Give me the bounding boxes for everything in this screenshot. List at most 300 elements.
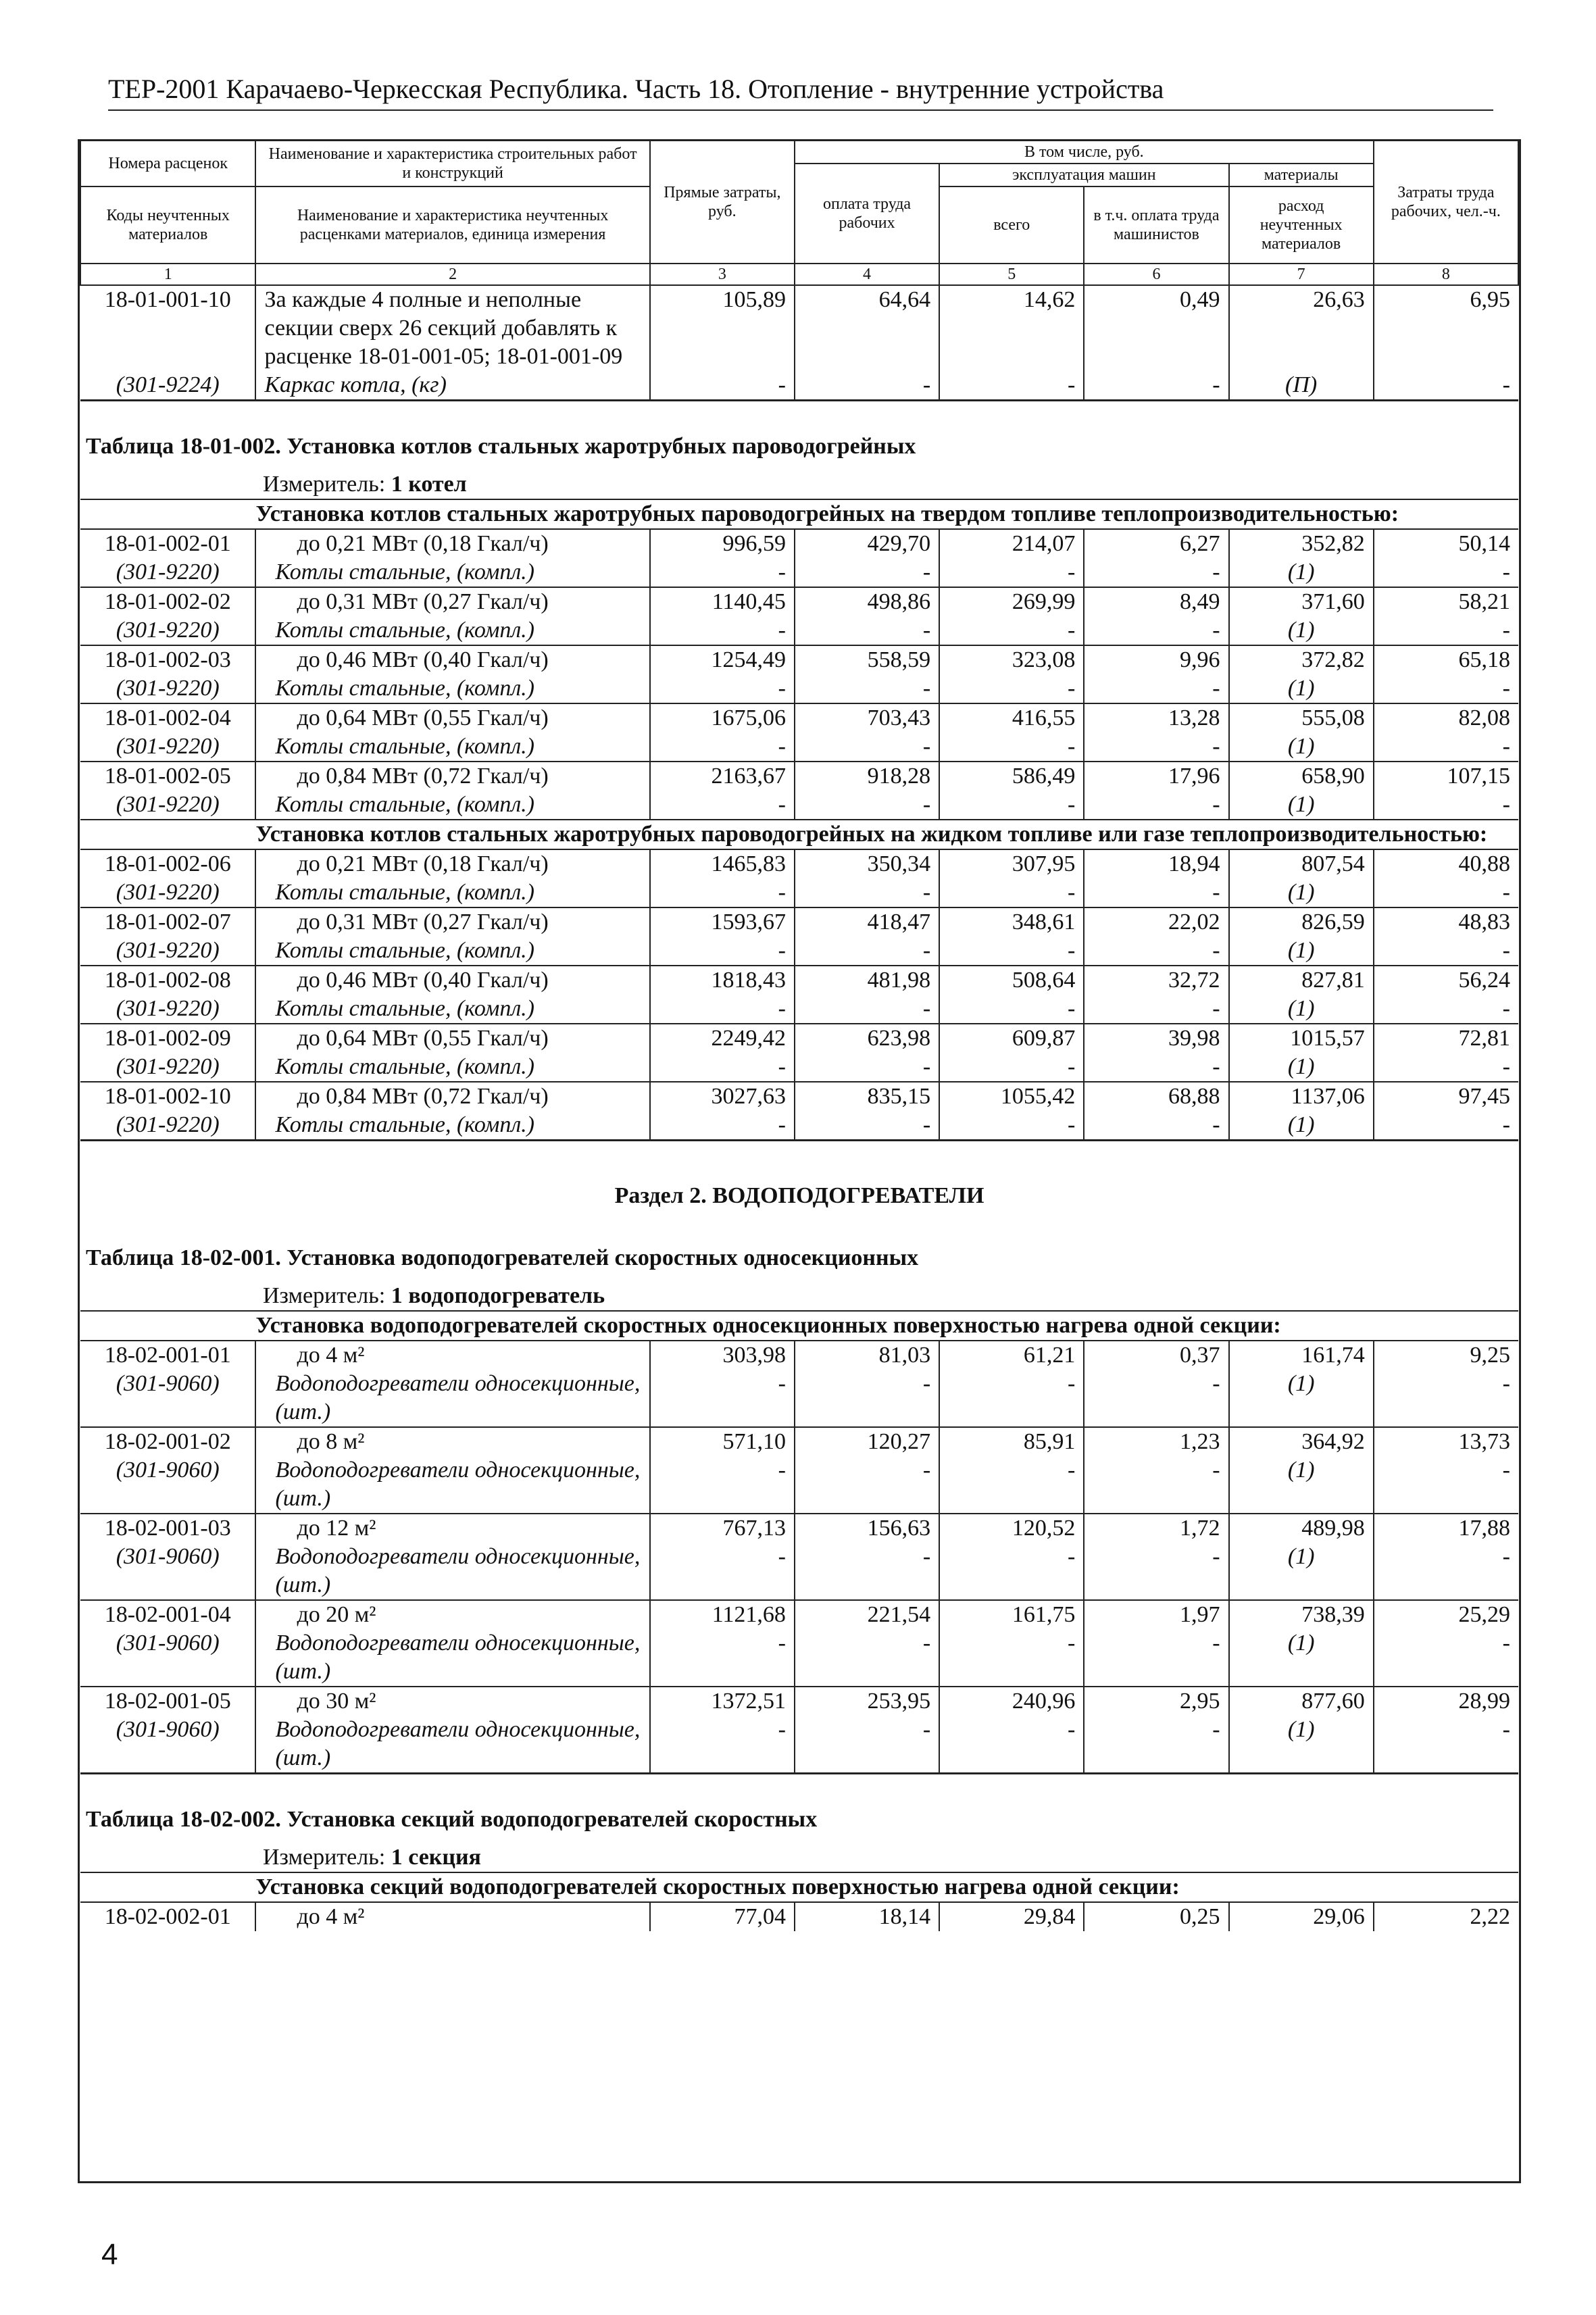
table-row: [80, 1902, 1518, 1931]
value-hours: 65,18: [1374, 645, 1518, 674]
material-code: (301-9220): [80, 995, 255, 1024]
material-name: Каркас котла, (кг): [255, 371, 649, 401]
material-value: -: [939, 1456, 1084, 1514]
material-value: -: [1084, 616, 1228, 645]
material-code: (301-9220): [80, 791, 255, 820]
material-row: [80, 732, 1518, 762]
rate-code: 18-02-001-02: [80, 1427, 255, 1456]
header-col1-top: Номера расценок: [80, 141, 255, 186]
value-labor: 918,28: [795, 762, 939, 791]
material-value: -: [795, 1111, 939, 1141]
material-code: (301-9060): [80, 1370, 255, 1427]
material-name: Котлы стальные, (компл.): [255, 1053, 649, 1082]
rows-solid-fuel: [80, 529, 1518, 820]
rate-code: 18-01-002-04: [80, 703, 255, 732]
value-labor: 703,43: [795, 703, 939, 732]
value-materials: 877,60: [1229, 1687, 1374, 1716]
value-labor: 81,03: [795, 1341, 939, 1370]
value-materials: 807,54: [1229, 849, 1374, 878]
material-value: -: [1502, 675, 1510, 701]
material-value: -: [939, 1370, 1084, 1427]
rate-code: 18-01-002-09: [80, 1024, 255, 1053]
header-numbers: [80, 264, 1518, 285]
material-value: -: [1502, 1112, 1510, 1137]
material-value: -: [1084, 878, 1228, 907]
header-col1-bottom: Коды неучтенных материалов: [80, 186, 255, 264]
material-value: -: [650, 1370, 795, 1427]
material-value: -: [650, 1629, 795, 1687]
value-machines: 269,99: [939, 587, 1084, 616]
rate-name: до 30 м²: [255, 1687, 649, 1716]
header-number: 5: [939, 264, 1084, 285]
table-18-01-002-group2: [80, 820, 1518, 849]
value-direct: 1254,49: [650, 645, 795, 674]
material-value: -: [939, 1543, 1084, 1600]
rows-sections: [80, 1902, 1518, 1931]
measure-line: [80, 1834, 1518, 1872]
value-materials: 555,08: [1229, 703, 1374, 732]
measure-label: Измеритель:: [263, 1844, 386, 1870]
material-value: -: [795, 1543, 939, 1600]
material-row: [80, 1053, 1518, 1082]
material-value: (1): [1229, 878, 1374, 907]
material-value: -: [795, 674, 939, 703]
rate-code: 18-01-002-06: [80, 849, 255, 878]
value-hours: 107,15: [1374, 762, 1518, 791]
table-row: [80, 1687, 1518, 1716]
material-value: -: [1084, 732, 1228, 762]
header-col2-top: Наименование и характеристика строительных работ и конструкций: [255, 141, 649, 186]
header-number: 3: [650, 264, 795, 285]
material-value: (1): [1229, 1053, 1374, 1082]
measure-label: Измеритель:: [263, 471, 386, 497]
value-machines: 307,95: [939, 849, 1084, 878]
material-value: -: [1084, 995, 1228, 1024]
material-name: Котлы стальные, (компл.): [255, 558, 649, 587]
material-value: -: [939, 371, 1084, 401]
material-name: Котлы стальные, (компл.): [255, 732, 649, 762]
rate-code: 18-02-002-01: [80, 1902, 255, 1931]
material-value: -: [650, 878, 795, 907]
header-group: В том числе, руб.: [795, 141, 1374, 164]
material-value: -: [939, 878, 1084, 907]
rate-code: 18-01-002-03: [80, 645, 255, 674]
material-value: -: [1084, 1111, 1228, 1141]
value-hours: 28,99: [1374, 1687, 1518, 1716]
material-value: -: [650, 558, 795, 587]
material-name: Водоподогреватели односекционные, (шт.): [255, 1629, 649, 1687]
rate-name: до 4 м²: [255, 1902, 649, 1931]
value-labor: 429,70: [795, 529, 939, 558]
material-code: (301-9060): [80, 1456, 255, 1514]
value-operators: 0,25: [1084, 1902, 1228, 1931]
material-code: (301-9220): [80, 674, 255, 703]
material-name: Котлы стальные, (компл.): [255, 1111, 649, 1141]
value-direct: 105,89: [650, 285, 795, 371]
material-value: -: [650, 995, 795, 1024]
value-machines: 214,07: [939, 529, 1084, 558]
measure-value: 1 секция: [391, 1844, 481, 1870]
value-materials: 161,74: [1229, 1341, 1374, 1370]
value-operators: 1,72: [1084, 1514, 1228, 1543]
material-value: -: [939, 674, 1084, 703]
material-row: [80, 1716, 1518, 1774]
group-heading: Установка секций водоподогревателей скоростных поверхностью нагрева одной секции:: [255, 1872, 1518, 1902]
rate-name: до 0,46 МВт (0,40 Гкал/ч): [255, 966, 649, 995]
material-value: -: [939, 616, 1084, 645]
material-value: (1): [1229, 558, 1374, 587]
header-number: 6: [1084, 264, 1228, 285]
material-row: [80, 1370, 1518, 1427]
rate-name: до 0,21 МВт (0,18 Гкал/ч): [255, 849, 649, 878]
value-hours: 56,24: [1374, 966, 1518, 995]
material-value: -: [939, 732, 1084, 762]
material-code: (301-9224): [80, 371, 255, 401]
table-row: [80, 285, 1518, 371]
value-operators: 18,94: [1084, 849, 1228, 878]
value-machines: 323,08: [939, 645, 1084, 674]
header-materials: материалы: [1229, 164, 1374, 186]
table-title: Таблица 18-02-002. Установка секций водоподогревателей скоростных: [80, 1773, 1518, 1834]
material-value: -: [1084, 1543, 1228, 1600]
value-labor: 498,86: [795, 587, 939, 616]
material-value: (1): [1229, 616, 1374, 645]
rate-name: до 0,84 МВт (0,72 Гкал/ч): [255, 1082, 649, 1111]
table-row: [80, 587, 1518, 616]
material-value: -: [1502, 559, 1510, 584]
material-code: (301-9220): [80, 878, 255, 907]
value-materials: 826,59: [1229, 907, 1374, 937]
rate-code: 18-01-002-08: [80, 966, 255, 995]
material-value: -: [795, 1716, 939, 1774]
value-hours: 48,83: [1374, 907, 1518, 937]
header-number: 8: [1374, 264, 1518, 285]
rate-name: до 0,46 МВт (0,40 Гкал/ч): [255, 645, 649, 674]
value-direct: 1818,43: [650, 966, 795, 995]
value-direct: 1121,68: [650, 1600, 795, 1629]
value-direct: 77,04: [650, 1902, 795, 1931]
material-value: -: [795, 1456, 939, 1514]
measure-value: 1 котел: [391, 471, 467, 497]
material-value: -: [795, 371, 939, 401]
material-value: -: [1084, 1629, 1228, 1687]
value-operators: 1,97: [1084, 1600, 1228, 1629]
material-value: -: [795, 732, 939, 762]
table-header: [80, 141, 1518, 285]
material-value: -: [1084, 1053, 1228, 1082]
material-name: Котлы стальные, (компл.): [255, 937, 649, 966]
rate-code: 18-01-002-05: [80, 762, 255, 791]
value-materials: 1015,57: [1229, 1024, 1374, 1053]
material-value: (1): [1229, 674, 1374, 703]
value-direct: 996,59: [650, 529, 795, 558]
material-name: Котлы стальные, (компл.): [255, 791, 649, 820]
material-value: -: [1502, 1370, 1510, 1396]
material-value: -: [1502, 1053, 1510, 1079]
value-labor: 835,15: [795, 1082, 939, 1111]
value-direct: 1140,45: [650, 587, 795, 616]
material-value: -: [1084, 558, 1228, 587]
measure-value: 1 водоподогреватель: [391, 1283, 605, 1308]
material-value: (1): [1229, 937, 1374, 966]
material-value: (1): [1229, 1456, 1374, 1514]
material-value: -: [1502, 937, 1510, 963]
material-value: (1): [1229, 1370, 1374, 1427]
first-block: [80, 285, 1518, 401]
value-direct: 2249,42: [650, 1024, 795, 1053]
material-value: (П): [1229, 371, 1374, 401]
table-row: [80, 1600, 1518, 1629]
value-hours: 58,21: [1374, 587, 1518, 616]
material-value: -: [1084, 1716, 1228, 1774]
value-hours: 50,14: [1374, 529, 1518, 558]
table-row: [80, 1024, 1518, 1053]
rate-name: до 20 м²: [255, 1600, 649, 1629]
material-name: Котлы стальные, (компл.): [255, 674, 649, 703]
value-machines: 416,55: [939, 703, 1084, 732]
value-hours: 82,08: [1374, 703, 1518, 732]
material-value: -: [650, 1543, 795, 1600]
material-value: -: [650, 732, 795, 762]
material-value: -: [1084, 791, 1228, 820]
value-materials: 372,82: [1229, 645, 1374, 674]
rate-code: 18-01-002-01: [80, 529, 255, 558]
material-value: -: [1502, 372, 1510, 397]
material-value: (1): [1229, 1716, 1374, 1774]
material-value: -: [795, 558, 939, 587]
value-hours: 40,88: [1374, 849, 1518, 878]
section-2: [80, 1140, 1518, 1341]
table-title: Таблица 18-01-002. Установка котлов стальных жаротрубных пароводогрейных: [80, 400, 1518, 461]
value-direct: 767,13: [650, 1514, 795, 1543]
material-value: (1): [1229, 791, 1374, 820]
value-labor: 18,14: [795, 1902, 939, 1931]
value-operators: 0,37: [1084, 1341, 1228, 1370]
value-hours: 13,73: [1374, 1427, 1518, 1456]
material-code: (301-9220): [80, 732, 255, 762]
material-value: (1): [1229, 1543, 1374, 1600]
value-hours: 17,88: [1374, 1514, 1518, 1543]
material-value: -: [650, 1456, 795, 1514]
measure-label: Измеритель:: [263, 1283, 386, 1308]
material-value: -: [1502, 1630, 1510, 1656]
table-row: [80, 703, 1518, 732]
value-hours: 25,29: [1374, 1600, 1518, 1629]
material-value: -: [795, 791, 939, 820]
value-machines: 161,75: [939, 1600, 1084, 1629]
header-machines: эксплуатация машин: [939, 164, 1228, 186]
value-labor: 350,34: [795, 849, 939, 878]
value-labor: 64,64: [795, 285, 939, 371]
header-col3: Прямые затраты, руб.: [650, 141, 795, 264]
value-materials: 1137,06: [1229, 1082, 1374, 1111]
value-labor: 156,63: [795, 1514, 939, 1543]
material-name: Водоподогреватели односекционные, (шт.): [255, 1370, 649, 1427]
material-name: Водоподогреватели односекционные, (шт.): [255, 1716, 649, 1774]
material-code: (301-9220): [80, 1111, 255, 1141]
table-row: [80, 1082, 1518, 1111]
material-value: -: [1084, 1456, 1228, 1514]
value-machines: 240,96: [939, 1687, 1084, 1716]
group-heading: Установка водоподогревателей скоростных односекционных поверхностью нагрева одной секции:: [255, 1311, 1518, 1341]
value-machines: 1055,42: [939, 1082, 1084, 1111]
material-value: -: [939, 1716, 1084, 1774]
value-operators: 6,27: [1084, 529, 1228, 558]
value-labor: 253,95: [795, 1687, 939, 1716]
rate-name: до 0,64 МВт (0,55 Гкал/ч): [255, 1024, 649, 1053]
material-value: -: [795, 937, 939, 966]
value-operators: 68,88: [1084, 1082, 1228, 1111]
material-row: [80, 1111, 1518, 1141]
material-code: (301-9220): [80, 1053, 255, 1082]
material-value: -: [1502, 879, 1510, 905]
material-value: -: [1084, 371, 1228, 401]
price-table: [80, 139, 1519, 1931]
rate-code: 18-01-002-02: [80, 587, 255, 616]
material-value: (1): [1229, 1111, 1374, 1141]
value-labor: 558,59: [795, 645, 939, 674]
material-value: -: [795, 995, 939, 1024]
group-heading: Установка котлов стальных жаротрубных пароводогрейных на твердом топливе теплопроизводительностью:: [255, 499, 1518, 529]
material-row: [80, 558, 1518, 587]
table-18-01-002: [80, 400, 1518, 529]
material-name: Котлы стальные, (компл.): [255, 878, 649, 907]
material-value: -: [939, 995, 1084, 1024]
header-col2-bottom: Наименование и характеристика неучтенных расценками материалов, единица измерения: [255, 186, 649, 264]
value-materials: 352,82: [1229, 529, 1374, 558]
rate-name: до 0,84 МВт (0,72 Гкал/ч): [255, 762, 649, 791]
page-header: ТЕР-2001 Карачаево-Черкесская Республика. Часть 18. Отопление - внутренние устройства: [108, 73, 1493, 111]
value-direct: 3027,63: [650, 1082, 795, 1111]
value-machines: 508,64: [939, 966, 1084, 995]
rate-code: 18-02-001-01: [80, 1341, 255, 1370]
value-operators: 1,23: [1084, 1427, 1228, 1456]
material-value: -: [795, 878, 939, 907]
material-value: -: [1502, 617, 1510, 643]
value-materials: 371,60: [1229, 587, 1374, 616]
rate-name: до 0,31 МВт (0,27 Гкал/ч): [255, 587, 649, 616]
value-hours: 9,25: [1374, 1341, 1518, 1370]
value-direct: 1372,51: [650, 1687, 795, 1716]
table-row: [80, 529, 1518, 558]
material-name: Водоподогреватели односекционные, (шт.): [255, 1456, 649, 1514]
material-value: -: [1502, 791, 1510, 817]
material-row: [80, 674, 1518, 703]
material-value: -: [939, 558, 1084, 587]
rate-name: до 0,21 МВт (0,18 Гкал/ч): [255, 529, 649, 558]
header-col7: расход неучтенных материалов: [1229, 186, 1374, 264]
material-row: [80, 371, 1518, 401]
material-code: (301-9220): [80, 616, 255, 645]
material-value: -: [939, 1111, 1084, 1141]
table-row: [80, 849, 1518, 878]
value-operators: 22,02: [1084, 907, 1228, 937]
value-materials: 364,92: [1229, 1427, 1374, 1456]
value-hours: 97,45: [1374, 1082, 1518, 1111]
material-name: Котлы стальные, (компл.): [255, 616, 649, 645]
material-value: -: [795, 1629, 939, 1687]
value-labor: 623,98: [795, 1024, 939, 1053]
rate-name: до 12 м²: [255, 1514, 649, 1543]
material-value: -: [939, 937, 1084, 966]
table-row: [80, 1341, 1518, 1370]
header-col4: оплата труда рабочих: [795, 164, 939, 264]
value-operators: 8,49: [1084, 587, 1228, 616]
material-value: -: [1084, 1370, 1228, 1427]
material-row: [80, 791, 1518, 820]
rate-code: 18-02-001-05: [80, 1687, 255, 1716]
value-materials: 738,39: [1229, 1600, 1374, 1629]
value-direct: 1593,67: [650, 907, 795, 937]
material-row: [80, 1629, 1518, 1687]
value-machines: 85,91: [939, 1427, 1084, 1456]
group-heading: Установка котлов стальных жаротрубных пароводогрейных на жидком топливе или газе теплопроизводительностью:: [255, 820, 1518, 849]
material-code: (301-9060): [80, 1543, 255, 1600]
rate-code: 18-02-001-03: [80, 1514, 255, 1543]
value-machines: 61,21: [939, 1341, 1084, 1370]
value-materials: 489,98: [1229, 1514, 1374, 1543]
table-title: Таблица 18-02-001. Установка водоподогревателей скоростных односекционных: [86, 1245, 919, 1270]
value-materials: 29,06: [1229, 1902, 1374, 1931]
value-operators: 39,98: [1084, 1024, 1228, 1053]
material-row: [80, 1543, 1518, 1600]
rate-name: до 0,64 МВт (0,55 Гкал/ч): [255, 703, 649, 732]
value-machines: 29,84: [939, 1902, 1084, 1931]
material-value: -: [1502, 1457, 1510, 1483]
rows-heaters: [80, 1341, 1518, 1774]
material-value: -: [650, 371, 795, 401]
material-row: [80, 937, 1518, 966]
rate-name: За каждые 4 полные и неполные секции сверх 26 секций добавлять к расценке 18-01-001-05; 18-01-001-09: [255, 285, 649, 371]
value-machines: 348,61: [939, 907, 1084, 937]
table-row: [80, 907, 1518, 937]
rate-name: до 4 м²: [255, 1341, 649, 1370]
material-row: [80, 1456, 1518, 1514]
value-labor: 120,27: [795, 1427, 939, 1456]
price-sheet: [78, 139, 1521, 2183]
table-row: [80, 645, 1518, 674]
material-value: -: [650, 937, 795, 966]
table-row: [80, 1514, 1518, 1543]
value-operators: 17,96: [1084, 762, 1228, 791]
value-labor: 418,47: [795, 907, 939, 937]
material-value: -: [1084, 674, 1228, 703]
material-value: -: [650, 616, 795, 645]
material-value: -: [939, 1053, 1084, 1082]
material-value: -: [1084, 937, 1228, 966]
material-code: (301-9060): [80, 1716, 255, 1774]
table-row: [80, 1427, 1518, 1456]
material-value: -: [650, 1053, 795, 1082]
value-machines: 14,62: [939, 285, 1084, 371]
rate-code: 18-01-002-10: [80, 1082, 255, 1111]
rate-code: 18-01-002-07: [80, 907, 255, 937]
value-hours: 6,95: [1374, 285, 1518, 371]
header-number: 2: [255, 264, 649, 285]
material-value: -: [650, 791, 795, 820]
value-hours: 2,22: [1374, 1902, 1518, 1931]
rate-name: до 0,31 МВт (0,27 Гкал/ч): [255, 907, 649, 937]
material-value: -: [1502, 733, 1510, 759]
material-row: [80, 995, 1518, 1024]
measure-line: [80, 1272, 1518, 1311]
value-operators: 2,95: [1084, 1687, 1228, 1716]
material-row: [80, 616, 1518, 645]
header-number: 1: [80, 264, 255, 285]
value-hours: 72,81: [1374, 1024, 1518, 1053]
value-machines: 120,52: [939, 1514, 1084, 1543]
header-col8: Затраты труда рабочих, чел.-ч.: [1374, 141, 1518, 264]
